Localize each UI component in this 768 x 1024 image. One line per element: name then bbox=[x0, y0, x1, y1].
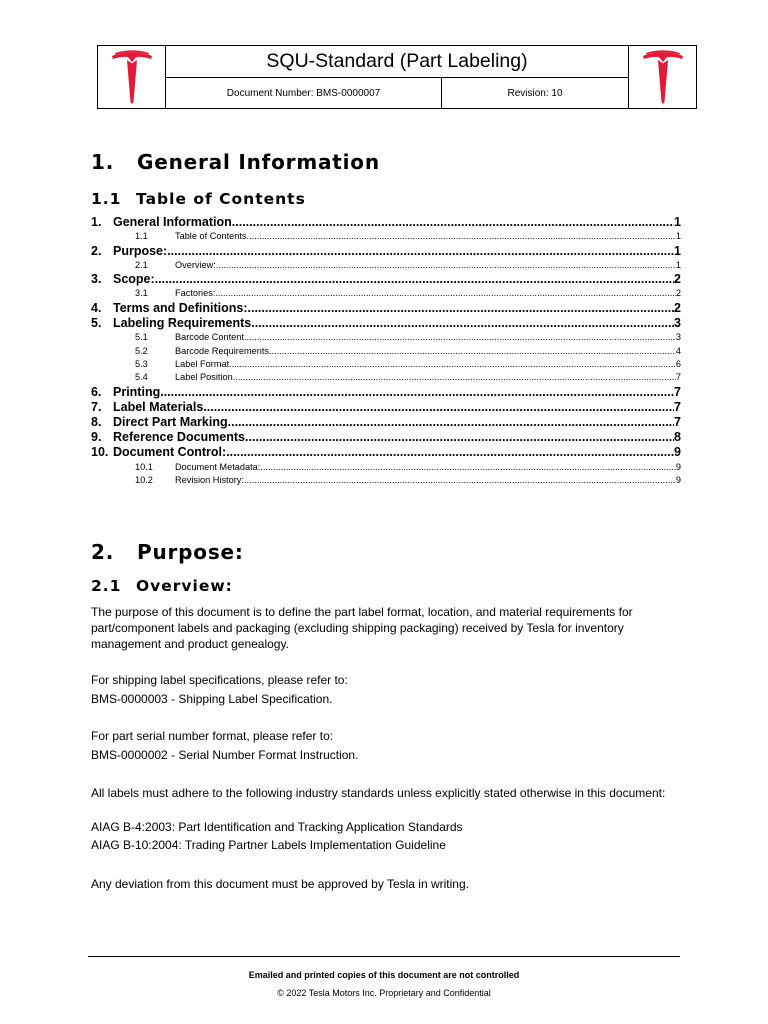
toc-entry-number: 8. bbox=[91, 415, 102, 430]
toc-leader-dots bbox=[244, 474, 676, 487]
toc-entry-page: 9 bbox=[675, 461, 681, 472]
toc-entry-number: 7. bbox=[91, 399, 102, 414]
toc-entry-number: 10.2 bbox=[135, 475, 153, 485]
footer-copyright: © 2022 Tesla Motors Inc. Proprietary and Confidential bbox=[277, 988, 491, 998]
toc-leader-dots bbox=[244, 331, 676, 344]
purpose-paragraph: The purpose of this document is to define the part label format, location, and material requirements for part/component labels and packaging (excluding shipping packaging) received by Tesla for inventory management and product genealogy. bbox=[91, 605, 633, 651]
header-center bbox=[166, 46, 628, 108]
subsection-number: 2.1 bbox=[91, 577, 122, 595]
toc-leader-dots bbox=[245, 430, 674, 445]
toc-entry-number: 3.1 bbox=[135, 288, 148, 299]
subsection-number: 1.1 bbox=[91, 190, 122, 208]
toc-entry-number: 1.1 bbox=[135, 231, 148, 242]
subsection-heading-overview bbox=[91, 577, 233, 595]
toc-entry[interactable] bbox=[91, 301, 681, 316]
header-meta-row bbox=[166, 78, 628, 108]
toc-entry-title: Label Materials bbox=[113, 399, 204, 414]
standard-aiag-b4: AIAG B-4:2003: Part Identification and Tracking Application Standards bbox=[91, 820, 463, 834]
shipping-label-reference: BMS-0000003 - Shipping Label Specification. bbox=[91, 692, 333, 706]
toc-leader-dots bbox=[226, 445, 674, 460]
toc-leader-dots bbox=[215, 287, 676, 300]
standard-aiag-b10: AIAG B-10:2004: Trading Partner Labels Implementation Guideline bbox=[91, 838, 446, 852]
toc-leader-dots bbox=[203, 400, 674, 415]
toc-entry-title: Barcode Requirements bbox=[175, 345, 269, 356]
toc-entry-page: 1 bbox=[674, 243, 681, 258]
toc-entry-number: 2. bbox=[91, 243, 102, 258]
toc-entry-number: 10.1 bbox=[135, 461, 153, 472]
toc-entry[interactable] bbox=[91, 316, 681, 331]
toc-entry[interactable] bbox=[91, 445, 681, 460]
toc-entry[interactable] bbox=[91, 215, 681, 230]
toc-leader-dots bbox=[160, 385, 674, 400]
toc-entry-page: 3 bbox=[675, 332, 681, 343]
section-heading-general-information bbox=[91, 150, 380, 174]
toc-entry-page: 1 bbox=[675, 231, 681, 242]
toc-entry-page: 9 bbox=[675, 475, 681, 485]
subsection-title: Table of Contents bbox=[136, 190, 306, 208]
tesla-logo-icon bbox=[640, 50, 686, 104]
toc-entry-page: 6 bbox=[675, 358, 681, 369]
toc-entry-number: 5. bbox=[91, 315, 102, 330]
toc-entry-title: Factories: bbox=[175, 288, 216, 299]
toc-entry[interactable] bbox=[91, 331, 681, 344]
toc-entry-number: 6. bbox=[91, 384, 102, 399]
header-logo-left bbox=[98, 46, 166, 108]
document-title: SQU-Standard (Part Labeling) bbox=[166, 46, 628, 78]
table-of-contents bbox=[91, 215, 681, 487]
toc-leader-dots bbox=[216, 259, 676, 272]
toc-entry-title: Label Position bbox=[175, 372, 233, 383]
toc-entry[interactable] bbox=[91, 385, 681, 400]
toc-entry[interactable] bbox=[91, 272, 681, 287]
toc-entry-title: Terms and Definitions: bbox=[113, 300, 248, 315]
subsection-heading-table-of-contents bbox=[91, 190, 306, 208]
document-header bbox=[97, 45, 697, 109]
toc-entry-page: 4 bbox=[675, 345, 681, 356]
toc-entry[interactable] bbox=[91, 474, 681, 487]
section-number: 1. bbox=[91, 150, 115, 174]
document-number: Document Number: BMS-0000007 bbox=[166, 78, 442, 108]
toc-entry-page: 7 bbox=[674, 399, 681, 414]
toc-entry-title: Document Metadata: bbox=[175, 461, 261, 472]
toc-entry-number: 4. bbox=[91, 300, 102, 315]
document-revision: Revision: 10 bbox=[507, 87, 563, 99]
toc-entry-page: 2 bbox=[675, 288, 681, 299]
toc-leader-dots bbox=[251, 316, 674, 331]
toc-entry-page: 7 bbox=[674, 415, 681, 430]
toc-entry[interactable] bbox=[91, 415, 681, 430]
toc-entry-page: 1 bbox=[675, 259, 681, 270]
toc-entry-page: 7 bbox=[674, 384, 681, 399]
shipping-label-reference-intro: For shipping label specifications, please refer to: bbox=[91, 673, 348, 687]
toc-entry[interactable] bbox=[91, 400, 681, 415]
toc-entry[interactable] bbox=[91, 358, 681, 371]
toc-entry-number: 10. bbox=[91, 445, 109, 460]
serial-number-reference-intro: For part serial number format, please refer to: bbox=[91, 729, 334, 743]
toc-entry-title: Document Control: bbox=[113, 445, 227, 460]
toc-leader-dots bbox=[247, 230, 676, 243]
toc-entry-page: 2 bbox=[674, 272, 681, 287]
toc-leader-dots bbox=[248, 301, 675, 316]
toc-entry-page: 7 bbox=[675, 372, 681, 383]
toc-leader-dots bbox=[228, 415, 674, 430]
toc-entry-title: Purpose: bbox=[113, 243, 168, 258]
toc-leader-dots bbox=[155, 272, 674, 287]
toc-entry-page: 9 bbox=[674, 445, 681, 460]
toc-entry-number: 5.1 bbox=[135, 332, 148, 343]
toc-entry-page: 3 bbox=[674, 315, 681, 330]
toc-entry-number: 9. bbox=[91, 430, 102, 445]
toc-entry-number: 3. bbox=[91, 272, 102, 287]
serial-number-reference: BMS-0000002 - Serial Number Format Instruction. bbox=[91, 748, 359, 762]
toc-entry-title: Revision History: bbox=[175, 475, 244, 485]
toc-entry[interactable] bbox=[91, 430, 681, 445]
toc-entry-title: Printing bbox=[113, 384, 161, 399]
toc-leader-dots bbox=[229, 358, 676, 371]
toc-leader-dots bbox=[260, 461, 676, 474]
section-title: Purpose: bbox=[137, 540, 244, 564]
section-number: 2. bbox=[91, 540, 115, 564]
toc-entry-title: Table of Contents bbox=[175, 231, 247, 242]
deviation-approval-paragraph: Any deviation from this document must be approved by Tesla in writing. bbox=[91, 877, 469, 891]
toc-leader-dots bbox=[269, 345, 676, 358]
toc-entry-title: Scope: bbox=[113, 272, 155, 287]
toc-entry-page: 8 bbox=[674, 430, 681, 445]
header-logo-right bbox=[628, 46, 696, 108]
toc-entry-page: 1 bbox=[674, 215, 681, 229]
toc-entry[interactable] bbox=[91, 461, 681, 474]
toc-entry-number: 5.3 bbox=[135, 358, 148, 369]
toc-leader-dots bbox=[232, 215, 674, 230]
section-title: General Information bbox=[137, 150, 380, 174]
toc-entry-title: Labeling Requirements bbox=[113, 315, 252, 330]
toc-entry[interactable] bbox=[91, 244, 681, 259]
footer-control-notice: Emailed and printed copies of this document are not controlled bbox=[248, 970, 520, 980]
section-heading-purpose bbox=[91, 540, 244, 564]
toc-entry-number: 1. bbox=[91, 215, 102, 229]
industry-standards-paragraph: All labels must adhere to the following industry standards unless explicitly stated otherwise in this document: bbox=[91, 786, 666, 800]
toc-entry-title: Reference Documents bbox=[113, 430, 245, 445]
toc-entry[interactable] bbox=[91, 371, 681, 384]
toc-entry[interactable] bbox=[91, 259, 681, 272]
footer-divider bbox=[88, 956, 680, 957]
toc-entry-title: Overview: bbox=[175, 259, 216, 270]
toc-leader-dots bbox=[233, 371, 676, 384]
toc-entry[interactable] bbox=[91, 345, 681, 358]
toc-leader-dots bbox=[167, 244, 674, 259]
tesla-logo-icon bbox=[109, 50, 155, 104]
toc-entry-page: 2 bbox=[674, 300, 681, 315]
toc-entry[interactable] bbox=[91, 230, 681, 243]
toc-entry-title: Barcode Content bbox=[175, 332, 244, 343]
toc-entry[interactable] bbox=[91, 287, 681, 300]
toc-entry-title: Direct Part Marking bbox=[113, 415, 228, 430]
toc-entry-number: 5.2 bbox=[135, 345, 148, 356]
toc-entry-number: 2.1 bbox=[135, 259, 148, 270]
toc-entry-title: General Information bbox=[113, 215, 232, 229]
toc-entry-number: 5.4 bbox=[135, 372, 148, 383]
subsection-title: Overview: bbox=[136, 577, 233, 595]
toc-entry-title: Label Format bbox=[175, 358, 230, 369]
